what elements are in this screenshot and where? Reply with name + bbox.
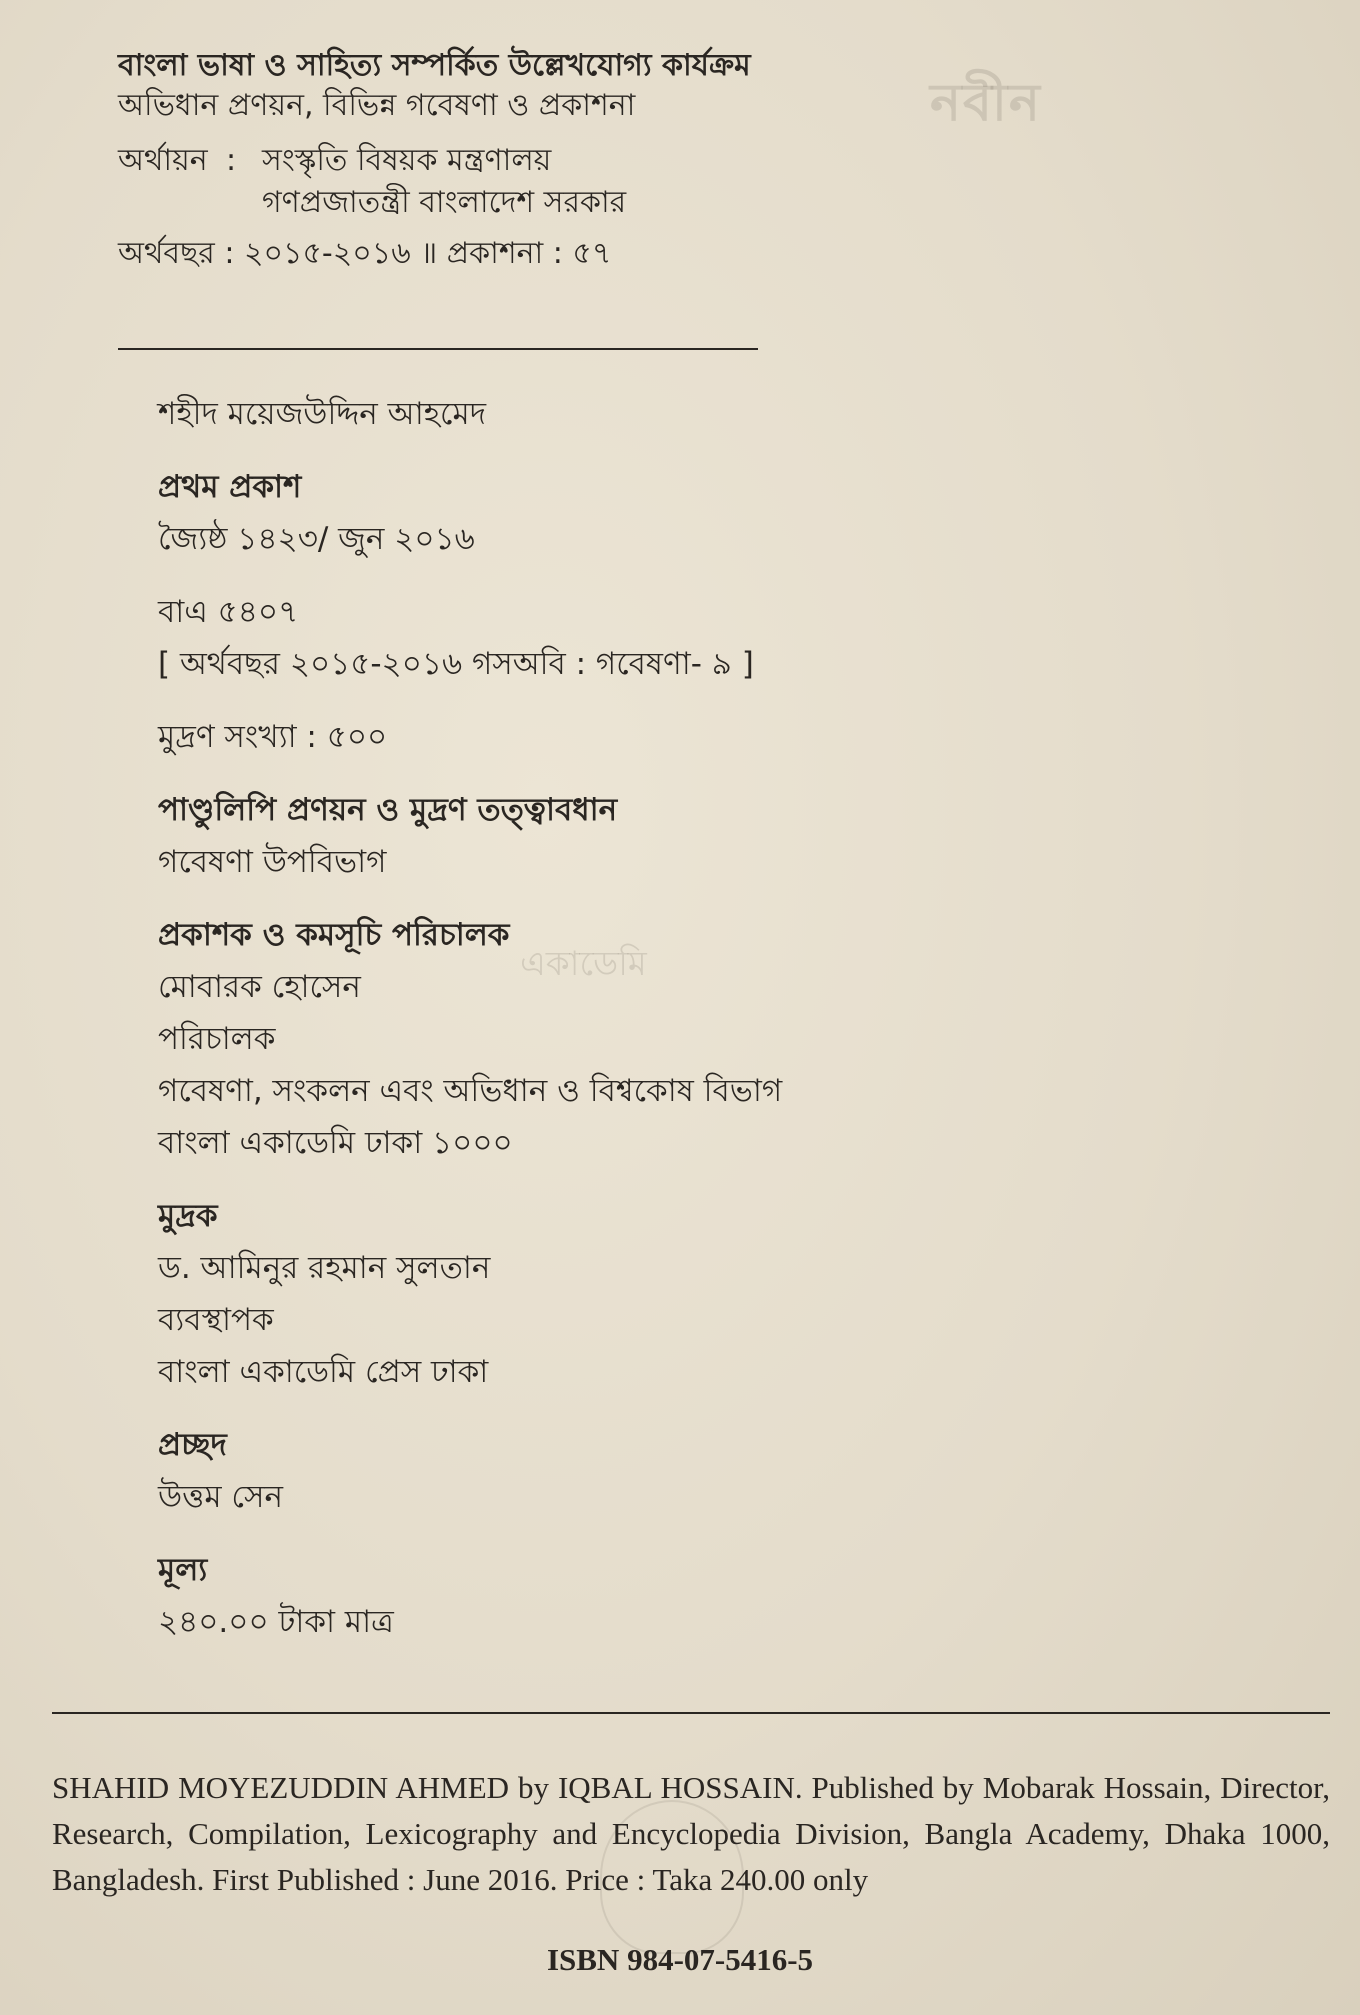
title-section <box>158 388 1158 440</box>
fiscal-year-line: অর্থবছর : ২০১৫-২০১৬ ॥ প্রকাশনা : ৫৭ <box>118 236 612 271</box>
catalog-section <box>158 586 1158 690</box>
publisher-name: মোবারক হোসেন <box>158 969 361 1005</box>
bleed-through-text: নবীন <box>930 73 1042 133</box>
publisher-address: বাংলা একাডেমি ঢাকা ১০০০ <box>158 1125 513 1161</box>
print-run: মুদ্রণ সংখ্যা : ৫০০ <box>158 719 388 755</box>
funding-separator: : <box>226 143 237 178</box>
price-heading: মূল্য <box>158 1552 208 1588</box>
printer-section <box>158 1190 1158 1398</box>
printer-heading: মুদ্রক <box>158 1198 218 1234</box>
funding-government: গণপ্রজাতন্ত্রী বাংলাদেশ সরকার <box>262 185 627 220</box>
header-divider <box>118 348 758 350</box>
english-summary: SHAHID MOYEZUDDIN AHMED by IQBAL HOSSAIN. Published by Mobarak Hossain, Director, Research, Compilation, Lexicography and Encyclopedia Division, Bangla Academy, Dhaka 1000, Bangladesh. First Published : June 2016. Price : Taka 240.00 only <box>52 1770 1330 1897</box>
ba-number: বাএ ৫৪০৭ <box>158 594 299 630</box>
isbn: ISBN 984-07-5416-5 <box>546 1942 814 1977</box>
supervision-body: গবেষণা উপবিভাগ <box>158 844 387 880</box>
publisher-section <box>158 909 1158 1169</box>
cover-heading: প্রচ্ছদ <box>158 1427 227 1463</box>
publisher-division: গবেষণা, সংকলন এবং অভিধান ও বিশ্বকোষ বিভাগ <box>158 1073 783 1109</box>
bleed-through-text: একাডেমি <box>520 944 647 984</box>
price-section <box>158 1544 1158 1648</box>
print-run-section <box>158 711 1158 763</box>
cover-section <box>158 1419 1158 1523</box>
program-header <box>118 46 758 304</box>
activities-line: অভিধান প্রণয়ন, বিভিন্ন গবেষণা ও প্রকাশনা <box>118 88 636 123</box>
first-publication-heading: প্রথম প্রকাশ <box>158 469 302 505</box>
publisher-role: পরিচালক <box>158 1021 276 1057</box>
printer-name: ড. আমিনুর রহমান সুলতান <box>158 1250 491 1286</box>
funding-block <box>118 140 758 224</box>
printer-press: বাংলা একাডেমি প্রেস ঢাকা <box>158 1354 489 1390</box>
funding-ministry: সংস্কৃতি বিষয়ক মন্ত্রণালয় <box>262 143 552 178</box>
supervision-heading: পাণ্ডুলিপি প্রণয়ন ও মুদ্রণ তত্ত্বাবধান <box>158 792 618 828</box>
footer-divider <box>52 1712 1330 1714</box>
book-title: শহীদ ময়েজউদ্দিন আহমেদ <box>158 396 487 432</box>
imprint-details <box>158 388 1158 1669</box>
cover-artist: উত্তম সেন <box>158 1479 283 1515</box>
supervision-section <box>158 784 1158 888</box>
first-publication-section <box>158 461 1158 565</box>
program-line: বাংলা ভাষা ও সাহিত্য সম্পর্কিত উল্লেখযোগ্য কার্যক্রম <box>118 48 751 83</box>
price-value: ২৪০.০০ টাকা মাত্র <box>158 1604 394 1640</box>
funding-label: অর্থায়ন <box>118 143 208 178</box>
publisher-heading: প্রকাশক ও কমসূচি পরিচালক <box>158 917 510 953</box>
first-publication-date: জ্যৈষ্ঠ ১৪২৩/ জুন ২০১৬ <box>158 521 475 557</box>
printer-role: ব্যবস্থাপক <box>158 1302 274 1338</box>
research-reference: [ অর্থবছর ২০১৫-২০১৬ গসঅবি : গবেষণা- ৯ ] <box>158 646 754 682</box>
